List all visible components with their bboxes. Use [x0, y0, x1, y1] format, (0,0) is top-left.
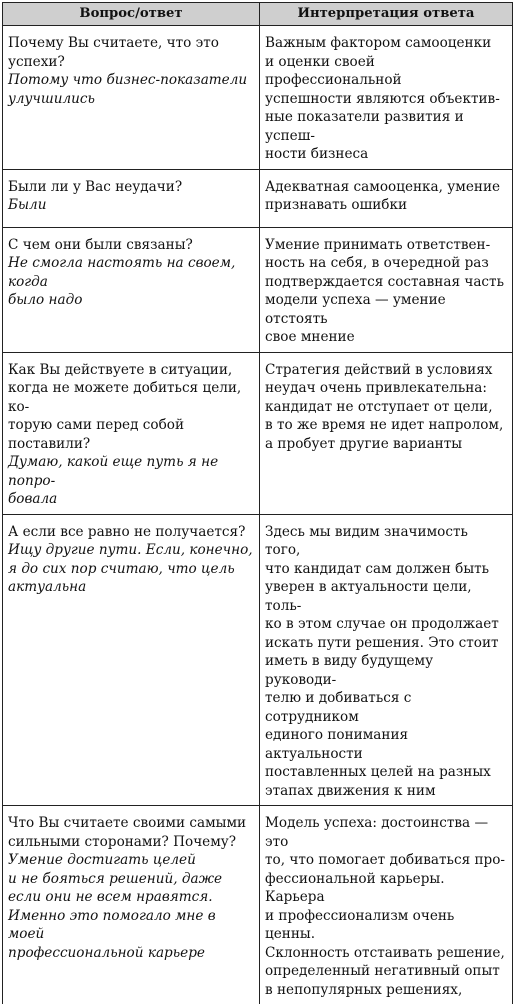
interpretation-cell	[260, 514, 513, 806]
interpretation-text: Стратегия действий в условиях неудач очень привлекательна: кандидат не отступает от цели, в то же время не идет напролом, а пробует другие варианты	[265, 361, 507, 454]
question-answer-cell	[3, 26, 260, 170]
interview-table	[2, 2, 513, 1004]
question-text: А если все равно не получается?	[8, 523, 254, 542]
question-answer-cell	[3, 514, 260, 806]
answer-text: Думаю, какой еще путь я не попро- бовала	[8, 453, 254, 509]
interpretation-text: Умение принимать ответствен- ность на себя, в очередной раз подтверждается составная часть модели успеха — умение отстоять свое мнение	[265, 236, 507, 347]
question-answer-cell	[3, 227, 260, 352]
table-row	[3, 514, 513, 806]
question-text: Что Вы считаете своими самыми сильными сторонами? Почему?	[8, 814, 254, 851]
question-answer-cell	[3, 806, 260, 1004]
table-header-row	[3, 3, 513, 26]
interpretation-cell	[260, 26, 513, 170]
table-row	[3, 806, 513, 1004]
question-text: Как Вы действуете в ситуации, когда не можете добиться цели, ко- торую сами перед собой поставили?	[8, 361, 254, 454]
interpretation-cell	[260, 227, 513, 352]
answer-text: Не смогла настоять на своем, когда было надо	[8, 254, 254, 310]
question-answer-cell	[3, 352, 260, 514]
interpretation-text: Здесь мы видим значимость того, что кандидат сам должен быть уверен в актуальности цели, толь- ко в этом случае он продолжает искать пути решения. Это стоит иметь в виду будущему руководи- телю и добиваться с сотрудником единого понимания актуальности поставленных целей на разных этапах движения к ним	[265, 523, 507, 801]
interpretation-text: Важным фактором самооценки и оценки своей профессиональной успешности являются объектив- ные показатели развития и успеш- ности бизнеса	[265, 34, 507, 164]
answer-text: Были	[8, 196, 254, 215]
table-row	[3, 352, 513, 514]
table-row	[3, 227, 513, 352]
header-interpretation: Интерпретация ответа	[260, 3, 513, 26]
table-row	[3, 169, 513, 227]
interpretation-text: Адекватная самооценка, умение признавать ошибки	[265, 178, 507, 215]
answer-text: Умение достигать целей и не бояться решений, даже если они не всем нравятся. Именно это помогало мне в моей профессиональной карьере	[8, 851, 254, 962]
answer-text: Ищу другие пути. Если, конечно, я до сих пор считаю, что цель актуальна	[8, 541, 254, 597]
table-row	[3, 26, 513, 170]
question-text: Были ли у Вас неудачи?	[8, 178, 254, 197]
answer-text: Потому что бизнес-показатели улучшились	[8, 71, 254, 108]
header-question-answer: Вопрос/ответ	[3, 3, 260, 26]
question-answer-cell	[3, 169, 260, 227]
question-text: Почему Вы считаете, что это успехи?	[8, 34, 254, 71]
interpretation-cell	[260, 806, 513, 1004]
interpretation-cell	[260, 169, 513, 227]
interpretation-text: Модель успеха: достоинства — это то, что помогает добиваться про- фессиональной карьеры. Карьера и профессионализм очень ценны. Склонность отстаивать решение, определенный негативный опыт в непопулярных решениях,	[265, 814, 507, 999]
interpretation-cell	[260, 352, 513, 514]
question-text: С чем они были связаны?	[8, 236, 254, 255]
